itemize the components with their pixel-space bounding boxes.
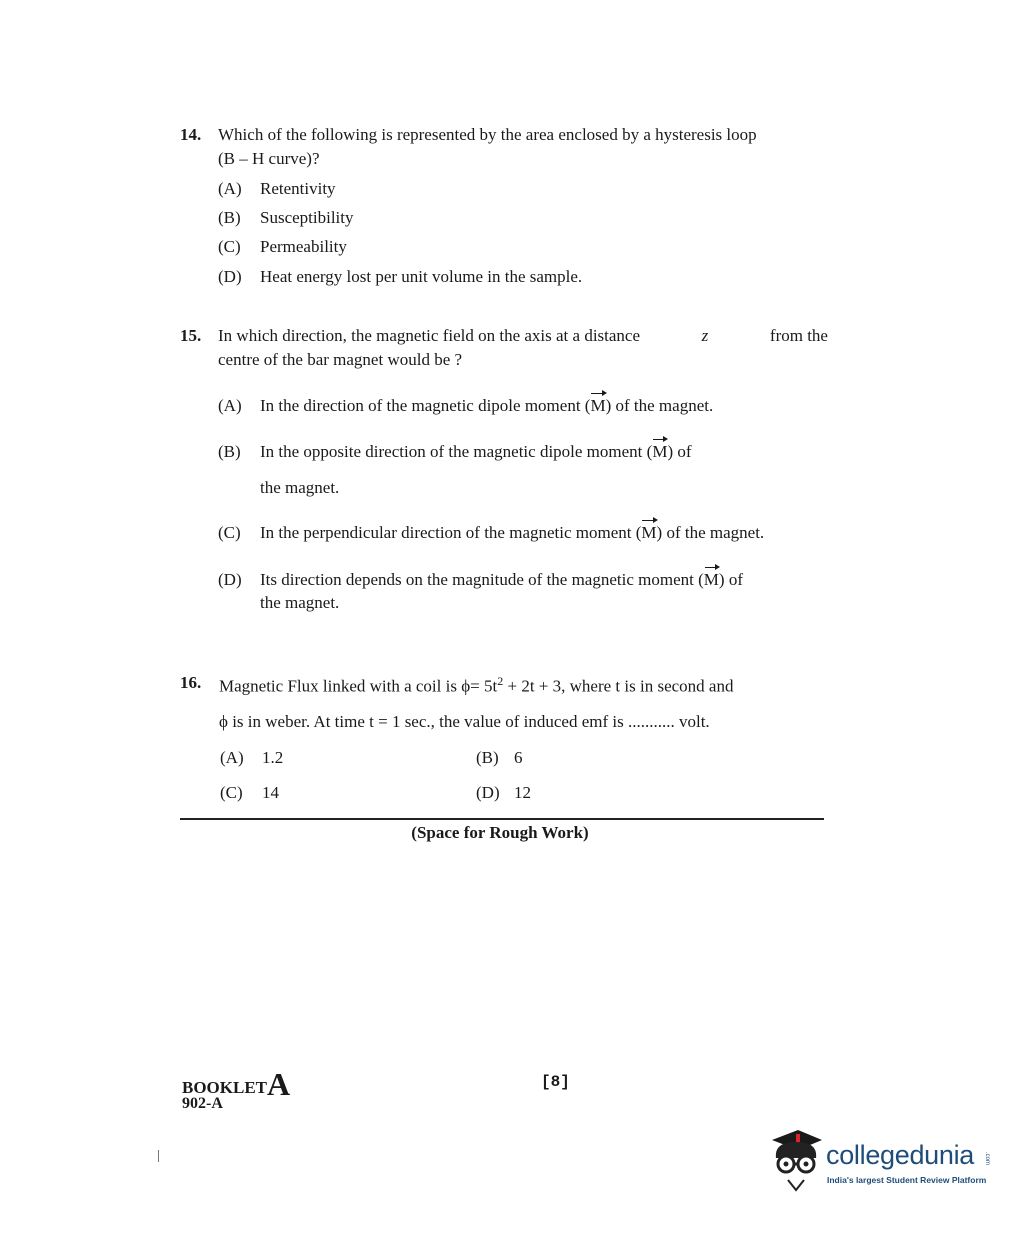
option-text: 1.2 <box>262 748 284 767</box>
option-text: In the perpendicular direction of the magnetic moment ( <box>260 523 642 542</box>
option-c <box>218 522 764 544</box>
option-text: 6 <box>514 748 523 767</box>
option-text: ) of <box>667 442 692 461</box>
equation-part: = 5t <box>470 676 498 696</box>
logo-tagline: India's largest Student Review Platform <box>827 1175 987 1185</box>
question-text <box>218 123 838 171</box>
option-a <box>220 747 283 769</box>
option-text: ) of the magnet. <box>656 523 765 542</box>
option-d-continued: the magnet. <box>260 593 340 612</box>
option-text: Permeability <box>260 237 347 256</box>
option-text: 14 <box>262 783 279 802</box>
option-text: ) of the magnet. <box>605 396 714 415</box>
vector-m: M <box>641 523 657 542</box>
option-label: (A) <box>220 748 244 767</box>
option-text: 12 <box>514 783 531 802</box>
option-label: (C) <box>220 783 243 802</box>
logo-wordmark: collegedunia <box>826 1140 975 1170</box>
option-a <box>218 395 713 417</box>
option-b <box>476 747 523 769</box>
option-label: (C) <box>218 523 241 542</box>
question-text-part: In which direction, the magnetic field on the axis at a distance <box>218 326 641 345</box>
option-a <box>218 178 336 200</box>
page-number: [8] <box>541 1073 570 1091</box>
variable-z: z <box>701 326 709 345</box>
option-d <box>476 782 531 804</box>
option-text: Its direction depends on the magnitude of the magnetic moment ( <box>260 570 704 589</box>
option-label: (B) <box>476 748 499 767</box>
vector-m: M <box>652 442 668 461</box>
option-b <box>218 441 692 463</box>
question-text-line <box>219 670 733 698</box>
option-d <box>218 266 582 288</box>
option-text: Heat energy lost per unit volume in the sample. <box>260 267 583 286</box>
question-text-line <box>218 324 828 348</box>
question-number: 14. <box>180 125 202 144</box>
option-text: In the direction of the magnetic dipole moment ( <box>260 396 591 415</box>
question-text-part: from the <box>769 326 828 345</box>
collegedunia-mascot-icon <box>766 1124 826 1196</box>
question-number: 15. <box>180 326 202 345</box>
option-b <box>218 207 354 229</box>
option-b-continued: the magnet. <box>260 478 340 497</box>
option-label: (D) <box>476 783 500 802</box>
vector-m: M <box>703 570 719 589</box>
booklet-code: 902-A <box>182 1095 223 1112</box>
option-label: (A) <box>218 179 242 198</box>
option-text: Susceptibility <box>260 208 354 227</box>
vector-m: M <box>590 396 606 415</box>
question-number: 16. <box>180 673 202 692</box>
scan-mark <box>158 1150 159 1162</box>
option-text: In the opposite direction of the magnetic dipole moment ( <box>260 442 653 461</box>
option-label: (A) <box>218 396 242 415</box>
divider <box>180 818 824 820</box>
option-label: (D) <box>218 267 242 286</box>
equation-part: + 2t + 3 <box>503 676 562 696</box>
option-label: (B) <box>218 442 241 461</box>
logo-suffix: .com <box>984 1152 990 1166</box>
booklet-letter: A <box>267 1066 291 1102</box>
option-label: (B) <box>218 208 241 227</box>
question-text-line: Which of the following is represented by the area enclosed by a hysteresis loop <box>218 125 757 144</box>
option-text: Retentivity <box>260 179 336 198</box>
question-text-part: Magnetic Flux linked with a coil is <box>219 676 457 696</box>
option-label: (C) <box>218 237 241 256</box>
question-text-part: , where t is in second and <box>561 676 734 696</box>
phi-symbol: ϕ <box>461 676 471 696</box>
booklet-text: BOOKLET <box>182 1078 268 1097</box>
exponent: 2 <box>497 674 504 688</box>
rough-work-heading: (Space for Rough Work) <box>411 823 589 842</box>
option-c <box>218 236 347 258</box>
question-text-line: centre of the bar magnet would be ? <box>218 350 463 369</box>
option-d <box>218 569 743 591</box>
question-text <box>218 324 828 372</box>
option-text: ) of <box>718 570 743 589</box>
question-text-line: (B – H curve)? <box>218 149 320 168</box>
option-c <box>220 782 279 804</box>
question-text-line: ϕ is in weber. At time t = 1 sec., the value of induced emf is ........... volt. <box>219 712 710 731</box>
option-label: (D) <box>218 570 242 589</box>
